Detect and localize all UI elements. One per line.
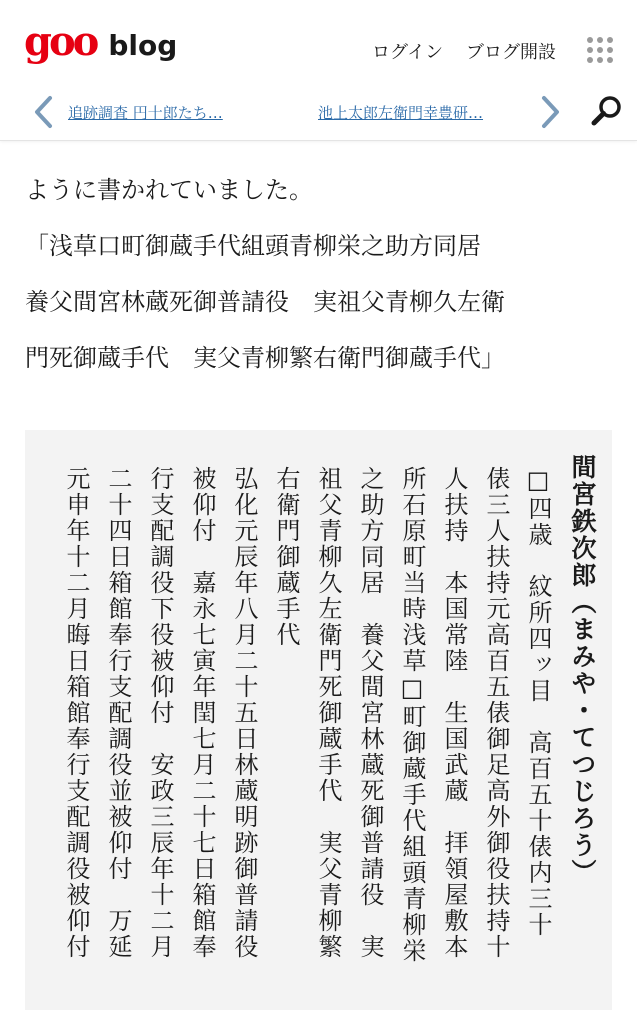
document-column: 行支配調役下役被仰付 安政三辰年十二月 [146, 466, 174, 960]
document-column: 之助方同居 養父間宮林蔵死御普請役 実 [356, 466, 384, 960]
previous-article-link[interactable]: 追跡調査 円十郎たち… [68, 104, 223, 122]
article-body [25, 162, 625, 386]
article-line: 門死御蔵手代 実父青柳繁右衛門御蔵手代」 [25, 344, 505, 372]
chevron-right-icon[interactable] [538, 94, 562, 130]
article-line: 養父間宮林蔵死御普請役 実祖父青柳久左衛 [25, 288, 505, 316]
site-header [0, 0, 637, 141]
open-blog-link[interactable]: ブログ開設 [466, 42, 556, 63]
scanned-document-image [25, 430, 612, 1010]
search-icon[interactable] [590, 94, 624, 128]
next-article-link[interactable]: 池上太郎左衛門幸豊研… [318, 104, 484, 122]
document-column: 被仰付 嘉永七寅年閏七月二十七日箱館奉 [188, 466, 216, 960]
logo-blog-text: blog [108, 29, 178, 62]
document-column: 祖父青柳久左衛門死御蔵手代 実父青柳繁 [314, 466, 342, 960]
goo-blog-logo[interactable] [24, 18, 178, 72]
document-column: 元申年十二月晦日箱館奉行支配調役被仰付 [62, 466, 90, 960]
login-link[interactable]: ログイン [372, 42, 444, 63]
document-column: 俵三人扶持元高百五俵御足高外御役扶持十 [482, 466, 510, 960]
article-navigation [0, 88, 637, 136]
document-column: 所石原町当時浅草□町御蔵手代組頭青柳栄 [398, 466, 426, 964]
document-column: 人扶持 本国常陸 生国武蔵 拝領屋敷本 [440, 466, 468, 960]
document-column: 二十四日箱館奉行支配調役並被仰付 万延 [104, 466, 132, 960]
document-title-column: 間宮鉄次郎（まみや・てつじろう） [568, 454, 597, 886]
document-column: □四歳 紋所四ッ目 高百五十俵内三十 [524, 466, 552, 938]
document-column: 右衛門御蔵手代 [272, 466, 300, 648]
grid-menu-icon[interactable] [587, 37, 613, 63]
chevron-left-icon[interactable] [32, 94, 56, 130]
logo-goo-text: goo [24, 18, 97, 65]
article-line: ように書かれていました。 [25, 176, 313, 204]
document-column: 弘化元辰年八月二十五日林蔵明跡御普請役 [230, 466, 258, 960]
article-line: 「浅草口町御蔵手代組頭青柳栄之助方同居 [25, 232, 481, 260]
